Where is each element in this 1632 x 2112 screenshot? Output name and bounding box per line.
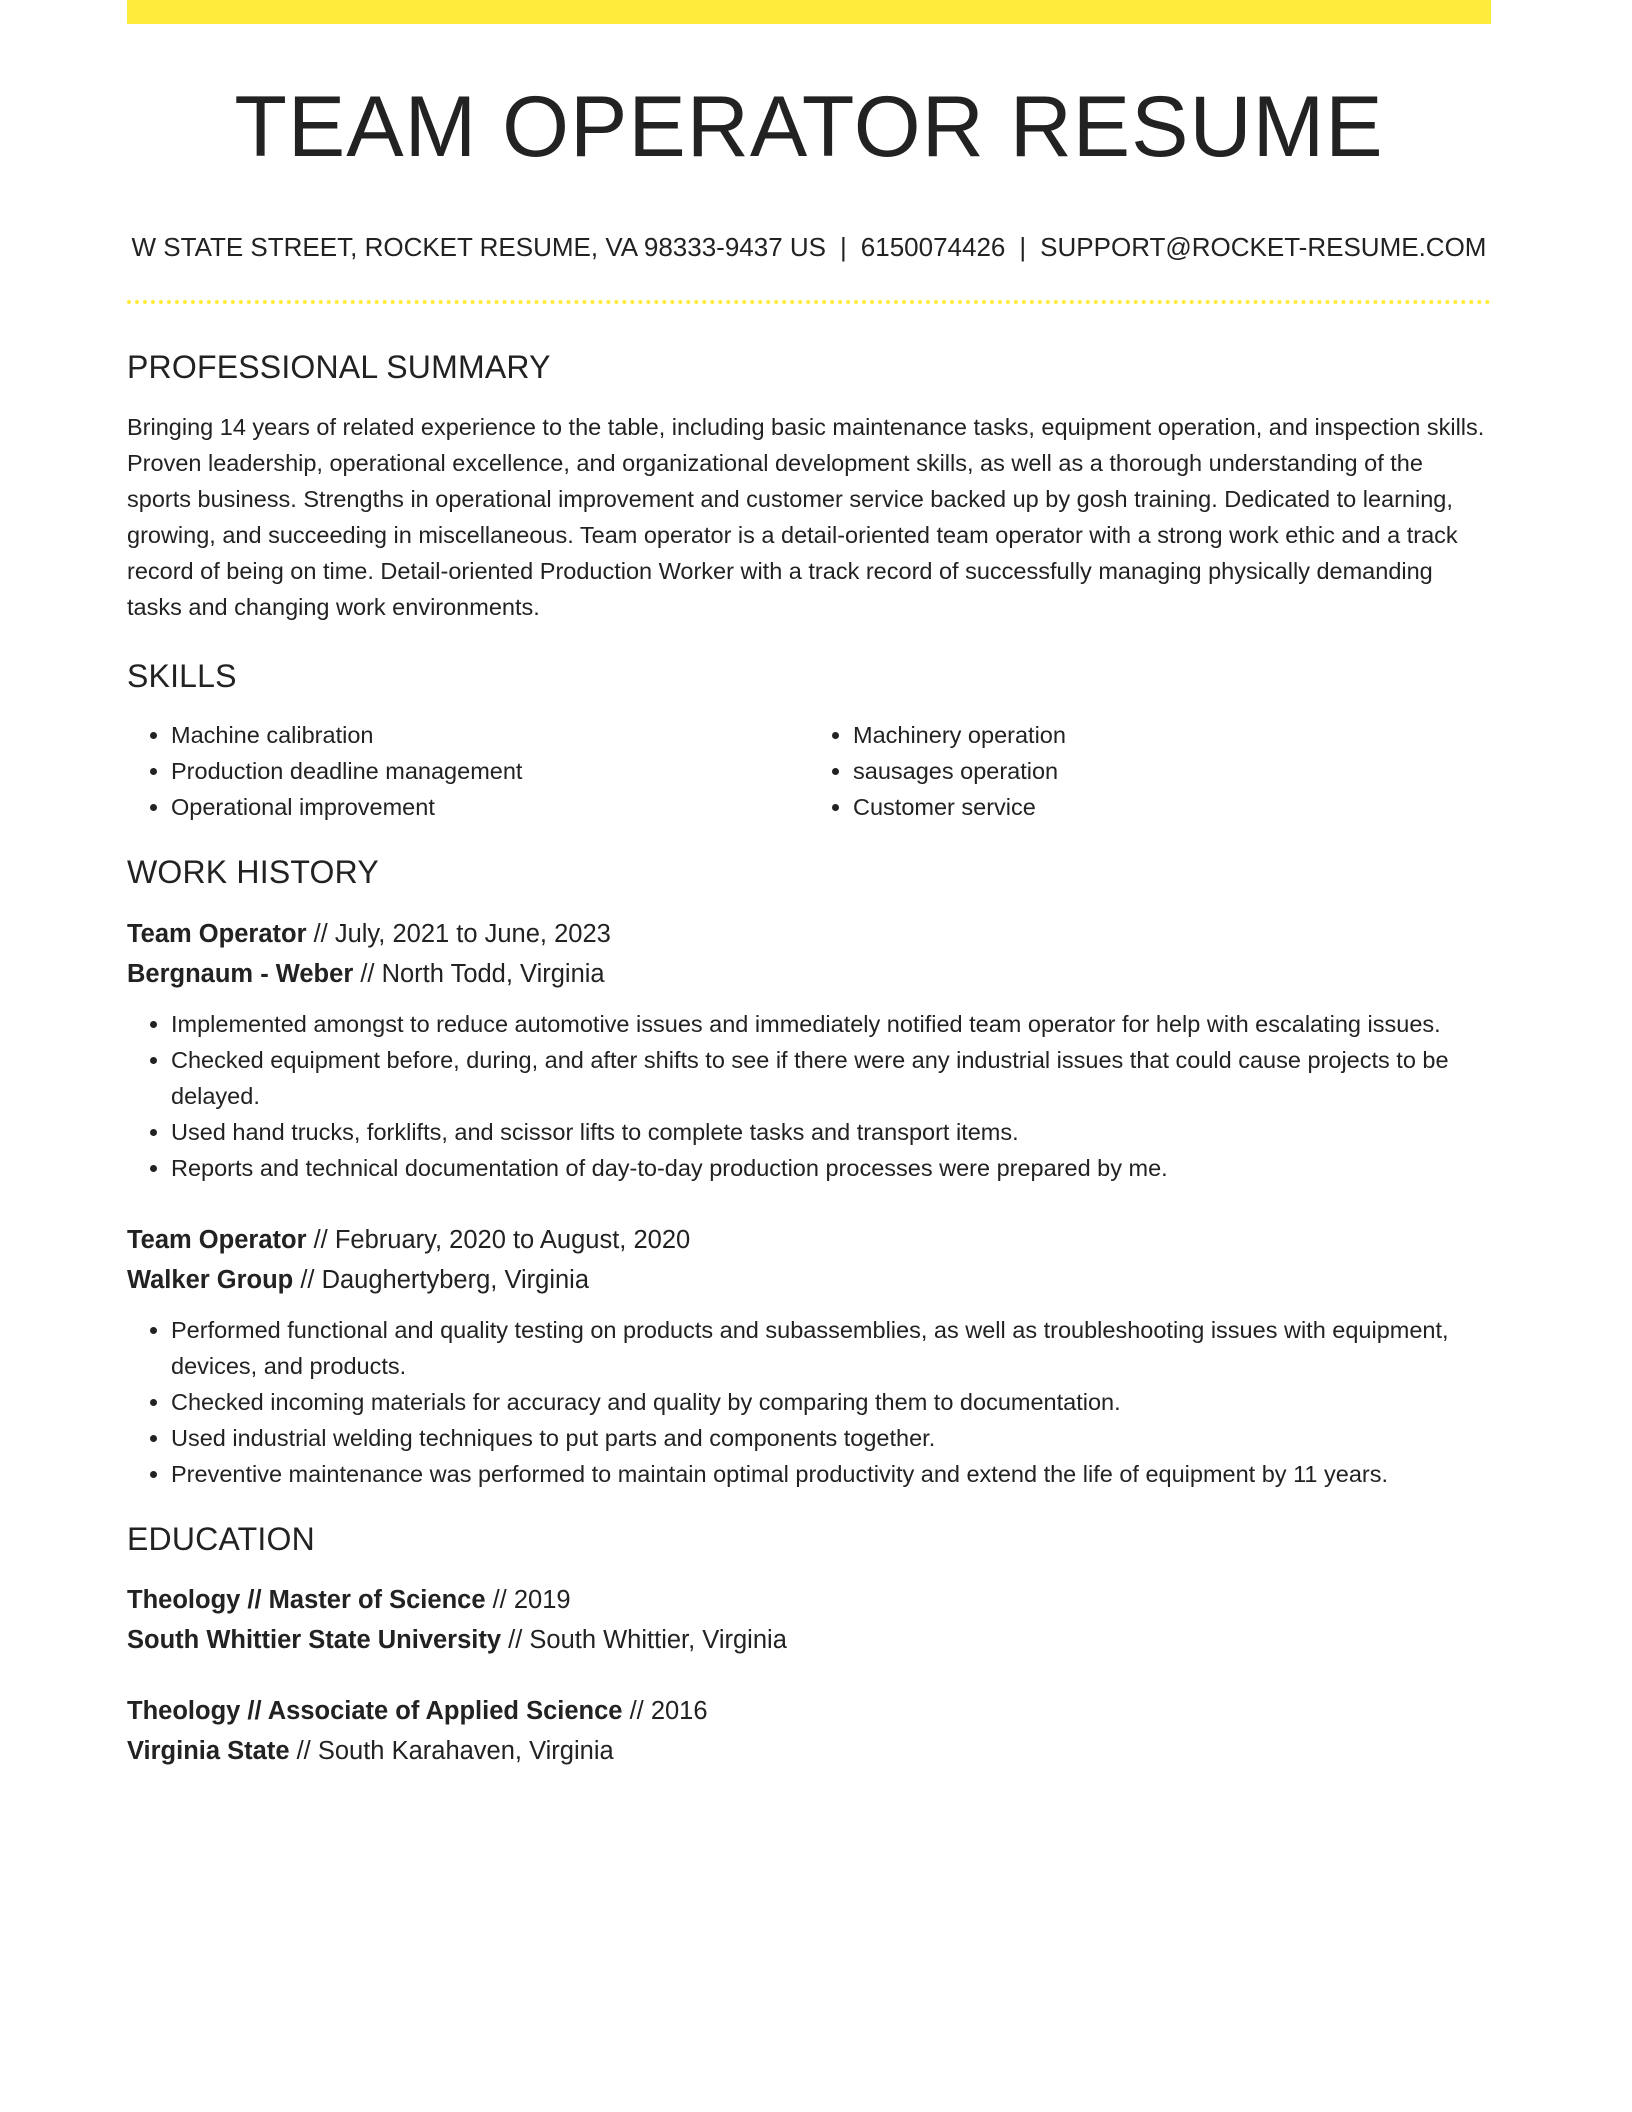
job-location: // Daughertyberg, Virginia <box>293 1265 590 1294</box>
job-location: // North Todd, Virginia <box>353 959 605 988</box>
job-bullet: • Used industrial welding techniques to put parts and components together. <box>171 1420 1491 1456</box>
job-bullet: • Reports and technical documentation of day-to-day production processes were prepared by me. <box>171 1150 1491 1186</box>
skills-heading: SKILLS <box>127 657 237 694</box>
job-dates: // February, 2020 to August, 2020 <box>306 1225 691 1254</box>
job-bullets <box>127 1312 1491 1492</box>
education-entry <box>127 1691 1491 1771</box>
education-school-line <box>127 1620 1491 1660</box>
education-school: Virginia State <box>127 1736 290 1765</box>
education-degree: Theology // Associate of Applied Science <box>127 1696 623 1725</box>
education-school-line <box>127 1731 1491 1771</box>
job-company-line <box>127 954 1491 994</box>
skills-columns <box>127 717 1491 825</box>
top-accent-bar <box>127 0 1491 24</box>
education-degree: Theology // Master of Science <box>127 1585 486 1614</box>
contact-email: SUPPORT@ROCKET-RESUME.COM <box>1040 231 1487 262</box>
job-title-line <box>127 914 1491 954</box>
job-company: Bergnaum - Weber <box>127 959 354 988</box>
job-company-line <box>127 1260 1491 1300</box>
resume-page <box>127 0 1491 1771</box>
education-year: // 2019 <box>485 1585 571 1614</box>
job-title: Team Operator <box>127 1225 307 1254</box>
skill-item: • Machinery operation <box>853 717 1491 753</box>
work-history-heading: WORK HISTORY <box>127 854 379 891</box>
job-dates: // July, 2021 to June, 2023 <box>306 919 611 948</box>
summary-text: Bringing 14 years of related experience to the table, including basic maintenance tasks, equipment operation, and inspection skills. Proven leadership, operational excellence, and organizational development skills, as well as a thorough understanding of the sports business. Strengths in operational improvement and customer service backed up by gosh training. Dedicated to learning, growing, and succeeding in miscellaneous. Team operator is a detail-oriented team operator with a strong work ethic and a track record of being on time. Detail-oriented Production Worker with a track record of successfully managing physically demanding tasks and changing work environments. <box>127 413 1485 620</box>
education-location: // South Whittier, Virginia <box>501 1625 787 1654</box>
job-entry-header <box>127 914 1491 994</box>
job-title: Team Operator <box>127 919 307 948</box>
dotted-divider <box>127 300 1491 304</box>
contact-phone: 6150074426 <box>860 231 1006 262</box>
skill-item: • sausages operation <box>853 753 1491 789</box>
education-school: South Whittier State University <box>127 1625 502 1654</box>
skill-item: • Customer service <box>853 789 1491 825</box>
skill-item: • Machine calibration <box>171 717 809 753</box>
resume-title: TEAM OPERATOR RESUME <box>234 79 1384 175</box>
contact-address: W STATE STREET, ROCKET RESUME, VA 98333-9437 US <box>131 231 827 262</box>
job-bullet: • Preventive maintenance was performed to maintain optimal productivity and extend the life of equipment by 11 years. <box>171 1456 1491 1492</box>
job-bullet: • Checked incoming materials for accuracy and quality by comparing them to documentation. <box>171 1384 1491 1420</box>
job-bullet: • Performed functional and quality testing on products and subassemblies, as well as troubleshooting issues with equipment, devices, and products. <box>171 1312 1491 1384</box>
contact-line <box>127 231 1491 265</box>
job-title-line <box>127 1220 1491 1260</box>
education-degree-line <box>127 1691 1491 1731</box>
skills-list-right <box>809 717 1491 825</box>
job-bullet: • Checked equipment before, during, and after shifts to see if there were any industrial issues that could cause projects to be delayed. <box>171 1042 1491 1114</box>
skill-item: • Operational improvement <box>171 789 809 825</box>
contact-separator: | <box>840 231 847 262</box>
skill-item: • Production deadline management <box>171 753 809 789</box>
job-bullets <box>127 1006 1491 1186</box>
education-entry <box>127 1580 1491 1660</box>
job-company: Walker Group <box>127 1265 294 1294</box>
contact-separator: | <box>1019 231 1027 262</box>
job-bullet: • Used hand trucks, forklifts, and scissor lifts to complete tasks and transport items. <box>171 1114 1491 1150</box>
job-entry-header <box>127 1220 1491 1300</box>
summary-heading: PROFESSIONAL SUMMARY <box>127 349 551 386</box>
job-bullet: • Implemented amongst to reduce automotive issues and immediately notified team operator for help with escalating issues. <box>171 1006 1491 1042</box>
education-degree-line <box>127 1580 1491 1620</box>
skills-list-left <box>127 717 809 825</box>
education-heading: EDUCATION <box>127 1520 315 1557</box>
education-location: // South Karahaven, Virginia <box>289 1736 614 1765</box>
education-year: // 2016 <box>622 1696 708 1725</box>
